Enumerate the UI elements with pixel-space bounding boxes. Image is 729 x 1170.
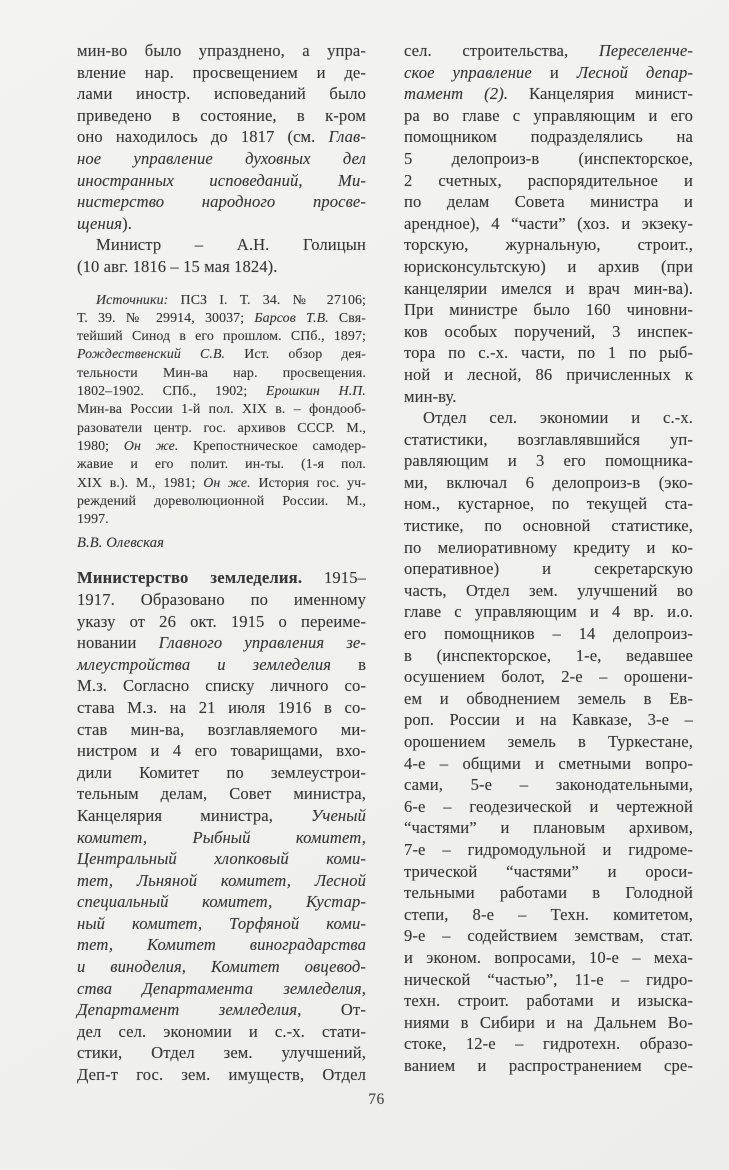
text-line [404, 969, 693, 991]
text-line [77, 346, 366, 364]
text-line [77, 191, 366, 213]
text-line [77, 328, 366, 346]
text-line [77, 1042, 366, 1064]
text-segment: техн. строит. работами и изыска- [404, 991, 693, 1011]
text-segment: реждений дореволюционной России. М., [77, 493, 366, 509]
text-line [77, 740, 366, 762]
text-segment: иностранных исповеданий, Ми- [77, 170, 366, 190]
department-economy-paragraph [404, 407, 693, 1076]
text-segment: Он же. [123, 438, 179, 454]
text-segment: Ист. обзор дея- [225, 347, 366, 363]
text-segment: “частями” и плановым архивом, [404, 818, 693, 838]
text-line [77, 511, 366, 529]
text-line [77, 365, 366, 383]
text-line [77, 999, 366, 1021]
text-segment: Барсов Т.В. [254, 310, 329, 326]
text-segment: XIX в.). М., 1981; [77, 475, 204, 491]
text-line [77, 956, 366, 978]
text-segment: его помощников – 14 делопроиз- [404, 624, 693, 644]
text-line [77, 783, 366, 805]
text-segment: равляющим и 3 его помощника- [404, 451, 693, 471]
text-segment: в (инспекторское, 1-е, ведавшее [404, 645, 693, 665]
text-segment: М.з. Согласно списку личного со- [77, 676, 366, 696]
text-line [77, 420, 366, 438]
text-line [404, 278, 693, 300]
text-line [77, 805, 366, 827]
text-segment: тистике, по основной статистике, [404, 516, 693, 536]
text-line [77, 40, 366, 62]
text-segment: ной и лесной, 86 причисленных к [404, 364, 693, 384]
text-line [77, 256, 366, 278]
text-line [77, 848, 366, 870]
text-segment: вление нар. просвещением и де- [77, 62, 366, 82]
text-line [77, 170, 366, 192]
text-segment: При министре было 160 чиновни- [404, 300, 693, 320]
text-line [404, 62, 693, 84]
text-segment: став мин-ва, возглавляемого ми- [77, 719, 366, 739]
text-segment: Департамент земледелия, [77, 1000, 302, 1020]
text-line [404, 990, 693, 1012]
text-segment: 4-е – общими и сметными вопро- [404, 753, 693, 773]
text-line [77, 475, 366, 493]
text-line [404, 299, 693, 321]
text-line [404, 40, 693, 62]
text-segment: и [531, 62, 577, 82]
text-line [77, 534, 366, 552]
left-column [77, 40, 366, 1086]
text-line [404, 817, 693, 839]
text-line [77, 891, 366, 913]
text-line [77, 383, 366, 401]
text-line [404, 753, 693, 775]
text-line [77, 567, 366, 589]
text-line [77, 654, 366, 676]
text-segment: тамент (2). [404, 84, 509, 104]
text-segment: ми, включал 6 делопроиз-в (эко- [404, 472, 693, 492]
sources-paragraph [77, 292, 366, 530]
text-line [404, 904, 693, 926]
text-segment: Ученый [311, 805, 366, 825]
text-line [404, 386, 693, 408]
text-segment: 2 счетных, распорядительное и [404, 170, 693, 190]
text-line [77, 870, 366, 892]
text-segment: Ерошкин Н.П. [266, 384, 366, 400]
text-segment: От- [301, 1000, 366, 1020]
text-segment: ПСЗ I. Т. 34. № 27106; [168, 292, 366, 308]
text-segment: Министерство земледелия. [77, 568, 303, 588]
text-line [404, 537, 693, 559]
text-segment: Он же. [203, 475, 251, 491]
page-number: 76 [368, 1091, 385, 1108]
text-line [404, 601, 693, 623]
text-segment: новании [77, 633, 159, 653]
text-segment: осушением болот, 2-е – орошени- [404, 667, 693, 687]
text-line [77, 62, 366, 84]
text-segment: сами, 5-е – законодательными, [404, 775, 693, 795]
text-segment: часть, Отдел зем. улучшений во [404, 580, 693, 600]
text-segment: мин-во было упразднено, а упра- [77, 41, 366, 60]
text-segment: мин-ву. [404, 386, 457, 406]
text-line [404, 645, 693, 667]
text-line [77, 148, 366, 170]
text-segment: Центральный хлопковый коми- [77, 849, 366, 869]
text-segment: орошением земель в Туркестане, [404, 732, 693, 751]
text-line [404, 515, 693, 537]
text-segment: 7-е – гидромодульной и гидроме- [404, 839, 693, 859]
text-segment: и виноделия, Комитет овцевод- [77, 957, 366, 977]
text-segment: Источники: [96, 292, 169, 308]
text-segment: помощником подразделялись на [404, 127, 693, 147]
text-line [404, 148, 693, 170]
text-line [404, 925, 693, 947]
text-segment: 9-е – содействием земствам, стат. [404, 926, 693, 946]
text-line [404, 1012, 693, 1034]
text-line [404, 105, 693, 127]
text-segment: тет, Комитет виноградарства [77, 935, 366, 955]
text-line [404, 342, 693, 364]
text-line [404, 83, 693, 105]
entry-ministry-agriculture [77, 567, 366, 1085]
text-segment: Лесной депар- [576, 62, 693, 82]
text-segment: Главного управления зе- [158, 633, 366, 653]
text-segment: роп. России и на Кавказе, 3-е – [404, 710, 693, 730]
text-line [77, 589, 366, 611]
text-segment: става М.з. на 21 июля 1916 в со- [77, 697, 366, 717]
text-line [404, 623, 693, 645]
text-segment: юрисконсультскую) и архив (при [404, 256, 693, 276]
text-segment: ном., кустарное, по текущей ста- [404, 494, 693, 514]
text-segment: тора по с.-х. части, по 1 по рыб- [404, 343, 693, 363]
text-segment: статистики, возглавлявшийся уп- [404, 429, 693, 449]
text-line [77, 213, 366, 235]
text-segment: нической “частью”, 11-е – гидро- [404, 969, 693, 989]
text-line [404, 472, 693, 494]
text-line [77, 719, 366, 741]
text-line [404, 364, 693, 386]
text-line [404, 191, 693, 213]
text-line [77, 827, 366, 849]
text-segment: главе с управляющим и 4 вр. и.о. [404, 602, 693, 622]
text-segment: тельности Мин-ва нар. просвещения. [77, 365, 366, 381]
text-segment: 1917. Образовано по именному [77, 589, 366, 609]
text-segment: Мин-ва России 1-й пол. XIX в. – фондооб- [77, 402, 366, 418]
text-segment: дел сел. экономии и с.-х. стати- [77, 1021, 366, 1041]
text-segment: Деп-т гос. зем. имуществ, Отдел [77, 1065, 366, 1085]
text-line [77, 438, 366, 456]
text-segment: в [331, 654, 367, 674]
text-segment: трической “частями” и ороси- [404, 861, 693, 881]
text-segment: специальный комитет, Кустар- [77, 892, 366, 912]
text-segment: Переселенче- [598, 41, 693, 60]
text-segment: ). [122, 213, 132, 233]
text-segment: торскую, журнальную, строит., [404, 235, 693, 255]
text-line [404, 882, 693, 904]
text-line [404, 407, 693, 429]
text-line [404, 126, 693, 148]
text-segment: ков особых поручений, 3 инспек- [404, 321, 693, 341]
text-line [404, 170, 693, 192]
text-segment: разователи центр. гос. архивов СССР. М., [77, 420, 366, 436]
text-segment: 1980; [77, 438, 124, 454]
text-line [77, 913, 366, 935]
text-segment: Канцелярия министра, [77, 805, 312, 825]
text-segment: приведено в состояние, в к-ром [77, 105, 366, 125]
right-column [404, 40, 693, 1077]
text-line [404, 580, 693, 602]
text-segment: ное управление духовных дел [77, 148, 366, 168]
text-segment: История гос. уч- [250, 475, 366, 491]
text-line [77, 83, 366, 105]
text-line [404, 666, 693, 688]
text-segment: млеустройства и земледелия [77, 654, 332, 674]
text-line [77, 1021, 366, 1043]
text-segment: ства Департамента земледелия, [77, 978, 366, 998]
text-line [77, 292, 366, 310]
text-line [77, 456, 366, 474]
text-segment: Рождественский С.В. [77, 347, 226, 363]
text-segment: ный комитет, Торфяной коми- [77, 913, 366, 933]
text-line [77, 310, 366, 328]
text-segment: тейший Синод в его прошлом. СПб., 1897; [77, 329, 366, 345]
text-line [77, 675, 366, 697]
text-segment: сел. строительства, [404, 41, 599, 60]
text-segment: Отдел сел. экономии и с.-х. [423, 408, 693, 428]
text-segment: по делам Совета министра и [404, 192, 693, 212]
text-segment: тельным делам, Совет министра, [77, 784, 366, 804]
text-segment: (10 авг. 1816 – 15 мая 1824). [77, 256, 278, 276]
text-segment: Канцелярия минист- [508, 84, 694, 104]
text-segment: щения [77, 213, 123, 233]
text-segment: 5 делопроиз-в (инспекторское, [404, 148, 693, 168]
text-segment: ниями в Сибири и на Дальнем Во- [404, 1012, 693, 1032]
text-segment: В.В. Олевская [77, 535, 164, 552]
text-segment: 1997. [77, 512, 109, 528]
text-line [404, 450, 693, 472]
text-segment: жавие и его полит. ин-ты. (1-я пол. [77, 457, 366, 473]
text-line [404, 709, 693, 731]
text-segment: Т. 39. № 29914, 30037; [77, 310, 255, 326]
text-segment: Глав- [328, 127, 366, 147]
text-line [404, 688, 693, 710]
text-segment: Свя- [328, 310, 366, 326]
text-line [77, 105, 366, 127]
text-line [77, 632, 366, 654]
text-segment: комитет, Рыбный комитет, [77, 827, 366, 847]
text-line [404, 429, 693, 451]
text-segment: лами иностр. исповеданий было [77, 84, 366, 104]
text-line [404, 774, 693, 796]
text-segment: стики, Отдел зем. улучшений, [77, 1043, 366, 1063]
text-line [404, 796, 693, 818]
text-line [404, 947, 693, 969]
text-segment: оперативное) и секретарскую [404, 559, 693, 579]
text-line [77, 611, 366, 633]
text-segment: по мелиоративному кредиту и ко- [404, 537, 693, 557]
text-line [77, 697, 366, 719]
text-line [77, 234, 366, 256]
text-line [404, 234, 693, 256]
text-line [404, 1055, 693, 1077]
text-segment: канцелярии имелся и врач мин-ва). [404, 278, 693, 298]
text-line [404, 321, 693, 343]
text-segment: степи, 8-е – Техн. комитетом, [404, 904, 693, 924]
text-segment: ра во главе с управляющим и его [404, 105, 693, 125]
text-segment: нистерство народного просве- [77, 192, 366, 212]
text-segment: указу от 26 окт. 1915 о переиме- [77, 611, 366, 631]
author-signature [77, 534, 366, 552]
text-segment: Крепостническое самодер- [178, 438, 366, 454]
entry-continuation-paragraph [404, 40, 693, 407]
text-line [404, 861, 693, 883]
text-line [77, 978, 366, 1000]
text-line [77, 762, 366, 784]
text-line [404, 558, 693, 580]
text-segment: нистром и 4 его товарищами, вхо- [77, 741, 366, 761]
text-segment: и эконом. вопросами, 10-е – меха- [404, 947, 693, 967]
text-segment: арендное), 4 “части” (хоз. и экзеку- [404, 213, 693, 233]
text-segment: стоке, 12-е – гидротехн. образо- [404, 1034, 693, 1054]
continuation-paragraph-ministry-education [77, 40, 366, 234]
text-line [404, 493, 693, 515]
text-line [404, 839, 693, 861]
text-segment: тет, Льняной комитет, Лесной [77, 870, 366, 890]
text-segment: дили Комитет по землеустрои- [77, 762, 366, 782]
text-segment: 1915– [302, 568, 366, 588]
text-line [77, 934, 366, 956]
text-segment: ское управление [404, 62, 532, 82]
text-line [404, 256, 693, 278]
text-segment: 6-е – геодезической и чертежной [404, 796, 693, 816]
text-segment: ванием и распространением сре- [404, 1055, 693, 1075]
text-line [404, 1033, 693, 1055]
text-line [77, 401, 366, 419]
text-segment: оно находилось до 1817 (см. [77, 127, 329, 147]
text-segment: 1802–1902. СПб., 1902; [77, 384, 266, 400]
text-line [77, 126, 366, 148]
text-segment: тельными работами в Голодной [404, 883, 693, 903]
text-line [77, 493, 366, 511]
text-line [404, 213, 693, 235]
text-line [77, 1064, 366, 1086]
text-line [404, 731, 693, 753]
minister-paragraph [77, 234, 366, 277]
text-segment: Министр – А.Н. Голицын [96, 235, 366, 255]
text-segment: ем и обводнением земель в Ев- [404, 688, 693, 708]
